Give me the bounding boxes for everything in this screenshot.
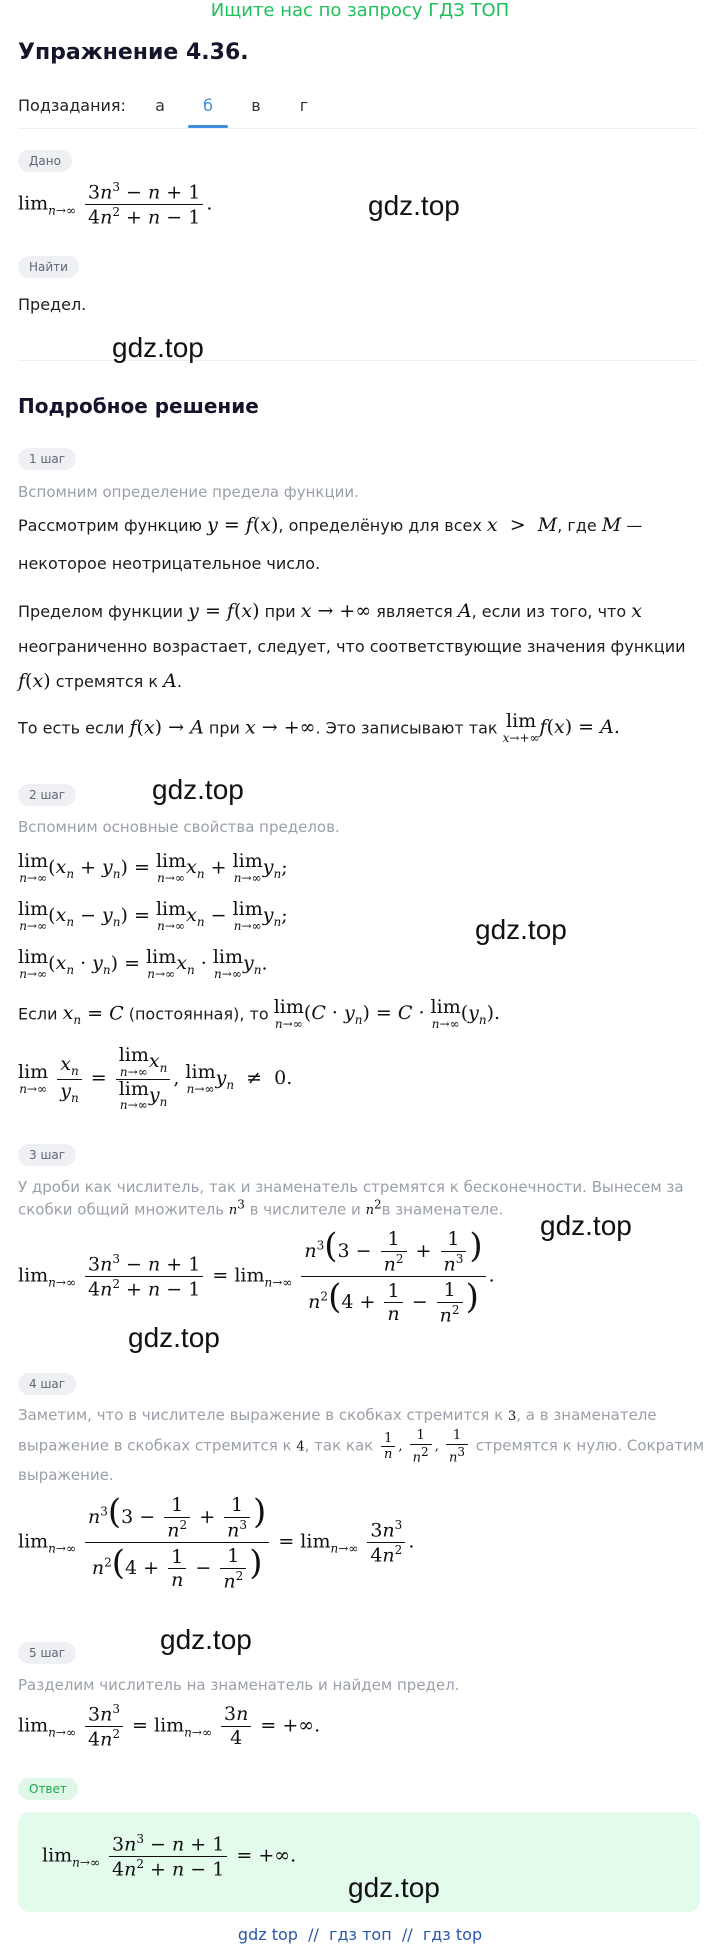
step-1-p3: То есть если f(x) → A при x → +∞. Это записывают так lim x→+∞ f(x) = A. <box>18 710 620 745</box>
page-title: Упражнение 4.36. <box>18 40 249 65</box>
answer-formula: $\lim_{n\to\infty}$ $\frac{3n^3 - n + 1}{4n^2 + n - 1}$ = +∞. <box>42 1832 297 1881</box>
solution-title: Подробное решение <box>18 394 259 418</box>
footer-separator: // <box>308 1925 319 1944</box>
watermark: gdz.top <box>160 1624 252 1655</box>
step-4-intro-cont: выражение в скобках стремится к 4, так как $\frac{1}{n}$ , $\frac{1}{n^2}$ , $\frac{1}{n^3}$ стремятся к нулю. Сократим <box>18 1428 705 1465</box>
step-4-intro: Заметим, что в числителе выражение в скобках стремится к 3, а в знаменателе <box>18 1406 657 1424</box>
tab-v[interactable]: в <box>251 96 261 115</box>
step-3-formula: $\lim_{n\to\infty}$ $\frac{3n^3 - n + 1}{4n^2 + n - 1}$ = $\lim_{n\to\infty}$ $n^3(3$ − $\frac{1}{n^2}$ + $\frac{1}{n^3}$ ) $n^2(4$ + $\frac{1}{n}$ − $\frac{1}{n^2}$ ) . <box>18 1226 495 1327</box>
step-1-p2: Пределом функции y = f(x) при x → +∞ является A, если из того, что x <box>18 600 642 622</box>
answer-chip: Ответ <box>18 1778 78 1800</box>
limit-diff-rule: lim n→∞ $(x_n - y_n) = \lim$ n→∞ $x_n - \lim$ n→∞ $y_n$; <box>18 898 288 933</box>
watermark: gdz.top <box>128 1322 220 1353</box>
find-text: Предел. <box>18 295 87 314</box>
active-tab-indicator <box>188 125 228 128</box>
watermark: gdz.top <box>540 1210 632 1241</box>
watermark: gdz.top <box>475 914 567 945</box>
given-formula: $\lim_{n\to\infty}$ $\frac{3n^3 - n + 1}{4n^2 + n - 1}$ . <box>18 180 213 229</box>
step-5-intro: Разделим числитель на знаменатель и найдем предел. <box>18 1676 460 1694</box>
step-3-intro: У дроби как числитель, так и знаменатель стремятся к бесконечности. Вынесем за <box>18 1178 684 1196</box>
limit-const-rule: Если $x_n = C$ (постоянная), то lim n→∞ $(C \cdot y_n) = C \cdot \lim$ n→∞ $(y_n)$. <box>18 996 501 1031</box>
step-1-p1-cont: некоторое неотрицательное число. <box>18 554 321 573</box>
watermark: gdz.top <box>348 1872 440 1903</box>
step-5-formula: $\lim_{n\to\infty}$ $\frac{3n^3}{4n^2}$ = $\lim_{n\to\infty}$ $\frac{3n}{4}$ = +∞. <box>18 1702 321 1751</box>
limit-product-rule: lim n→∞ $(x_n \cdot y_n) = \lim$ n→∞ $x_n \cdot \lim$ n→∞ $y_n$. <box>18 946 268 981</box>
step-2-intro: Вспомним основные свойства пределов. <box>18 818 340 836</box>
step-3-chip: 3 шаг <box>18 1144 76 1166</box>
tab-b[interactable]: б <box>203 96 213 115</box>
tab-g[interactable]: г <box>299 96 309 115</box>
step-1-chip: 1 шаг <box>18 448 76 470</box>
step-1-p2-end: f(x) стремятся к A. <box>18 670 182 692</box>
step-4-intro-end: выражение. <box>18 1466 114 1484</box>
step-3-intro-cont: скобки общий множитель $n^3$ в числителе и $n^2в$ знаменателе. <box>18 1198 504 1219</box>
step-1-intro: Вспомним определение предела функции. <box>18 483 359 501</box>
step-2-chip: 2 шаг <box>18 784 76 806</box>
watermark: gdz.top <box>152 774 244 805</box>
step-1-p1: Рассмотрим функцию y = f(x), определёную для всех x > M, где M — <box>18 514 643 536</box>
footer-link-gdz-top[interactable]: gdz top <box>237 1925 298 1944</box>
given-chip: Дано <box>18 150 72 172</box>
watermark: gdz.top <box>368 190 460 221</box>
step-1-p2-cont: неограниченно возрастает, следует, что соответствующие значения функции <box>18 637 686 656</box>
promo-banner: Ищите нас по запросу ГДЗ ТОП <box>210 0 510 21</box>
watermark: gdz.top <box>112 332 204 363</box>
step-4-formula: $\lim_{n\to\infty}$ $n^3(3$ − $\frac{1}{n^2}$ + $\frac{1}{n^3}$ ) $n^2(4$ + $\frac{1}{n}$ − $\frac{1}{n^2}$ ) = $\lim_{n\to\infty}$ $\frac{3n^3}{4n^2}$ . <box>18 1492 415 1593</box>
limit-sum-rule: lim n→∞ $(x_n + y_n) = \lim$ n→∞ $x_n + \lim$ n→∞ $y_n$; <box>18 850 288 885</box>
footer-links <box>0 1925 720 1944</box>
find-chip: Найти <box>18 256 79 278</box>
footer-link-gdz-top-mixed[interactable]: гдз top <box>422 1925 483 1944</box>
tab-a[interactable]: а <box>155 96 165 115</box>
subtasks-label: Подзадания: <box>18 96 126 115</box>
footer-link-gdz-top-ru[interactable]: гдз топ <box>329 1925 392 1944</box>
subtasks-bar <box>18 92 698 129</box>
limit-quotient-rule: lim n→∞ $\frac{x_n}{y_n}$ = lim n→∞ $x_n$ lim n→∞ $y_n$ , lim n→∞ $y_n \ne 0$. <box>18 1044 293 1113</box>
step-4-chip: 4 шаг <box>18 1373 76 1395</box>
step-5-chip: 5 шаг <box>18 1642 76 1664</box>
footer-separator: // <box>401 1925 413 1944</box>
